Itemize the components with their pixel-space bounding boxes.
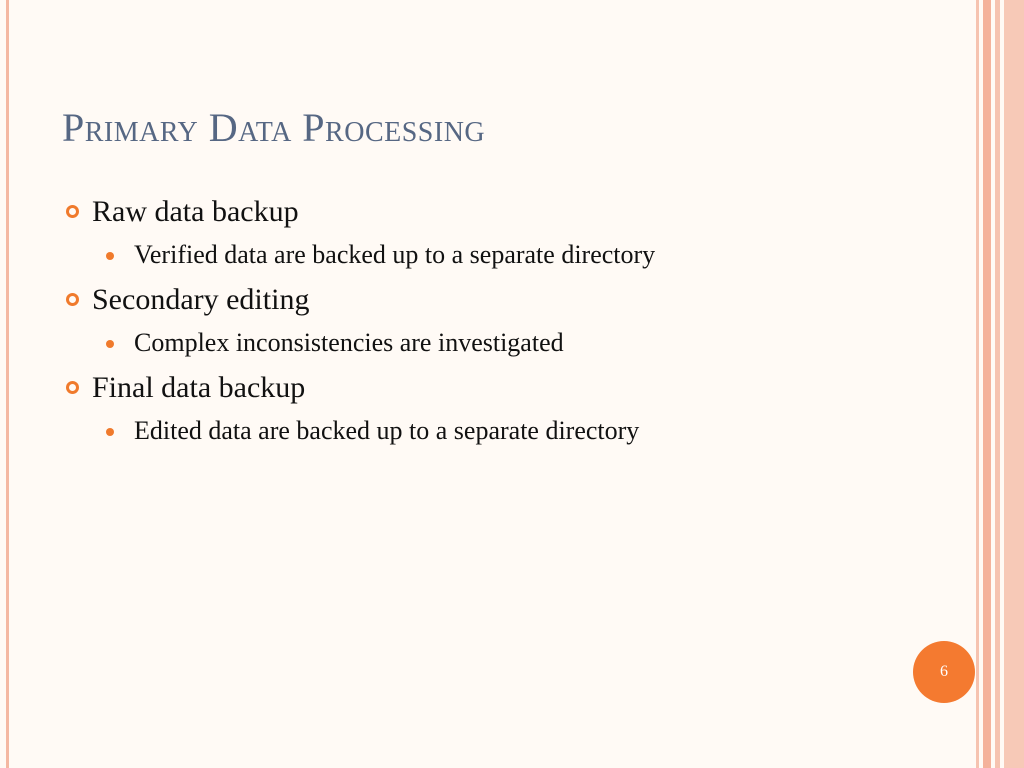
right-stripe-2 [983, 0, 991, 768]
ring-bullet-icon [66, 381, 79, 394]
slide-title: Primary Data Processing [62, 105, 486, 150]
sub-bullet-text: Edited data are backed up to a separate directory [134, 416, 640, 445]
page-number-badge [913, 641, 975, 703]
dot-bullet-icon [106, 252, 114, 260]
bullet-item-2 [66, 280, 946, 320]
bullet-item-3 [66, 368, 946, 408]
bullet-item-1 [66, 192, 946, 232]
ring-bullet-icon [66, 205, 79, 218]
page-number: 6 [940, 663, 948, 680]
right-stripe-1 [976, 0, 979, 768]
ring-bullet-icon [66, 293, 79, 306]
bullet-text: Final data backup [92, 371, 306, 404]
left-border [6, 0, 9, 768]
sub-bullet-item-3 [66, 414, 946, 448]
bullet-list [66, 188, 946, 456]
sub-bullet-text: Complex inconsistencies are investigated [134, 328, 564, 357]
right-stripe-4 [1004, 0, 1024, 768]
sub-bullet-text: Verified data are backed up to a separate directory [134, 240, 656, 269]
dot-bullet-icon [106, 340, 114, 348]
sub-bullet-item-1 [66, 238, 946, 272]
bullet-text: Raw data backup [92, 195, 299, 228]
sub-bullet-item-2 [66, 326, 946, 360]
bullet-text: Secondary editing [92, 283, 310, 316]
right-stripe-3 [995, 0, 1000, 768]
dot-bullet-icon [106, 428, 114, 436]
